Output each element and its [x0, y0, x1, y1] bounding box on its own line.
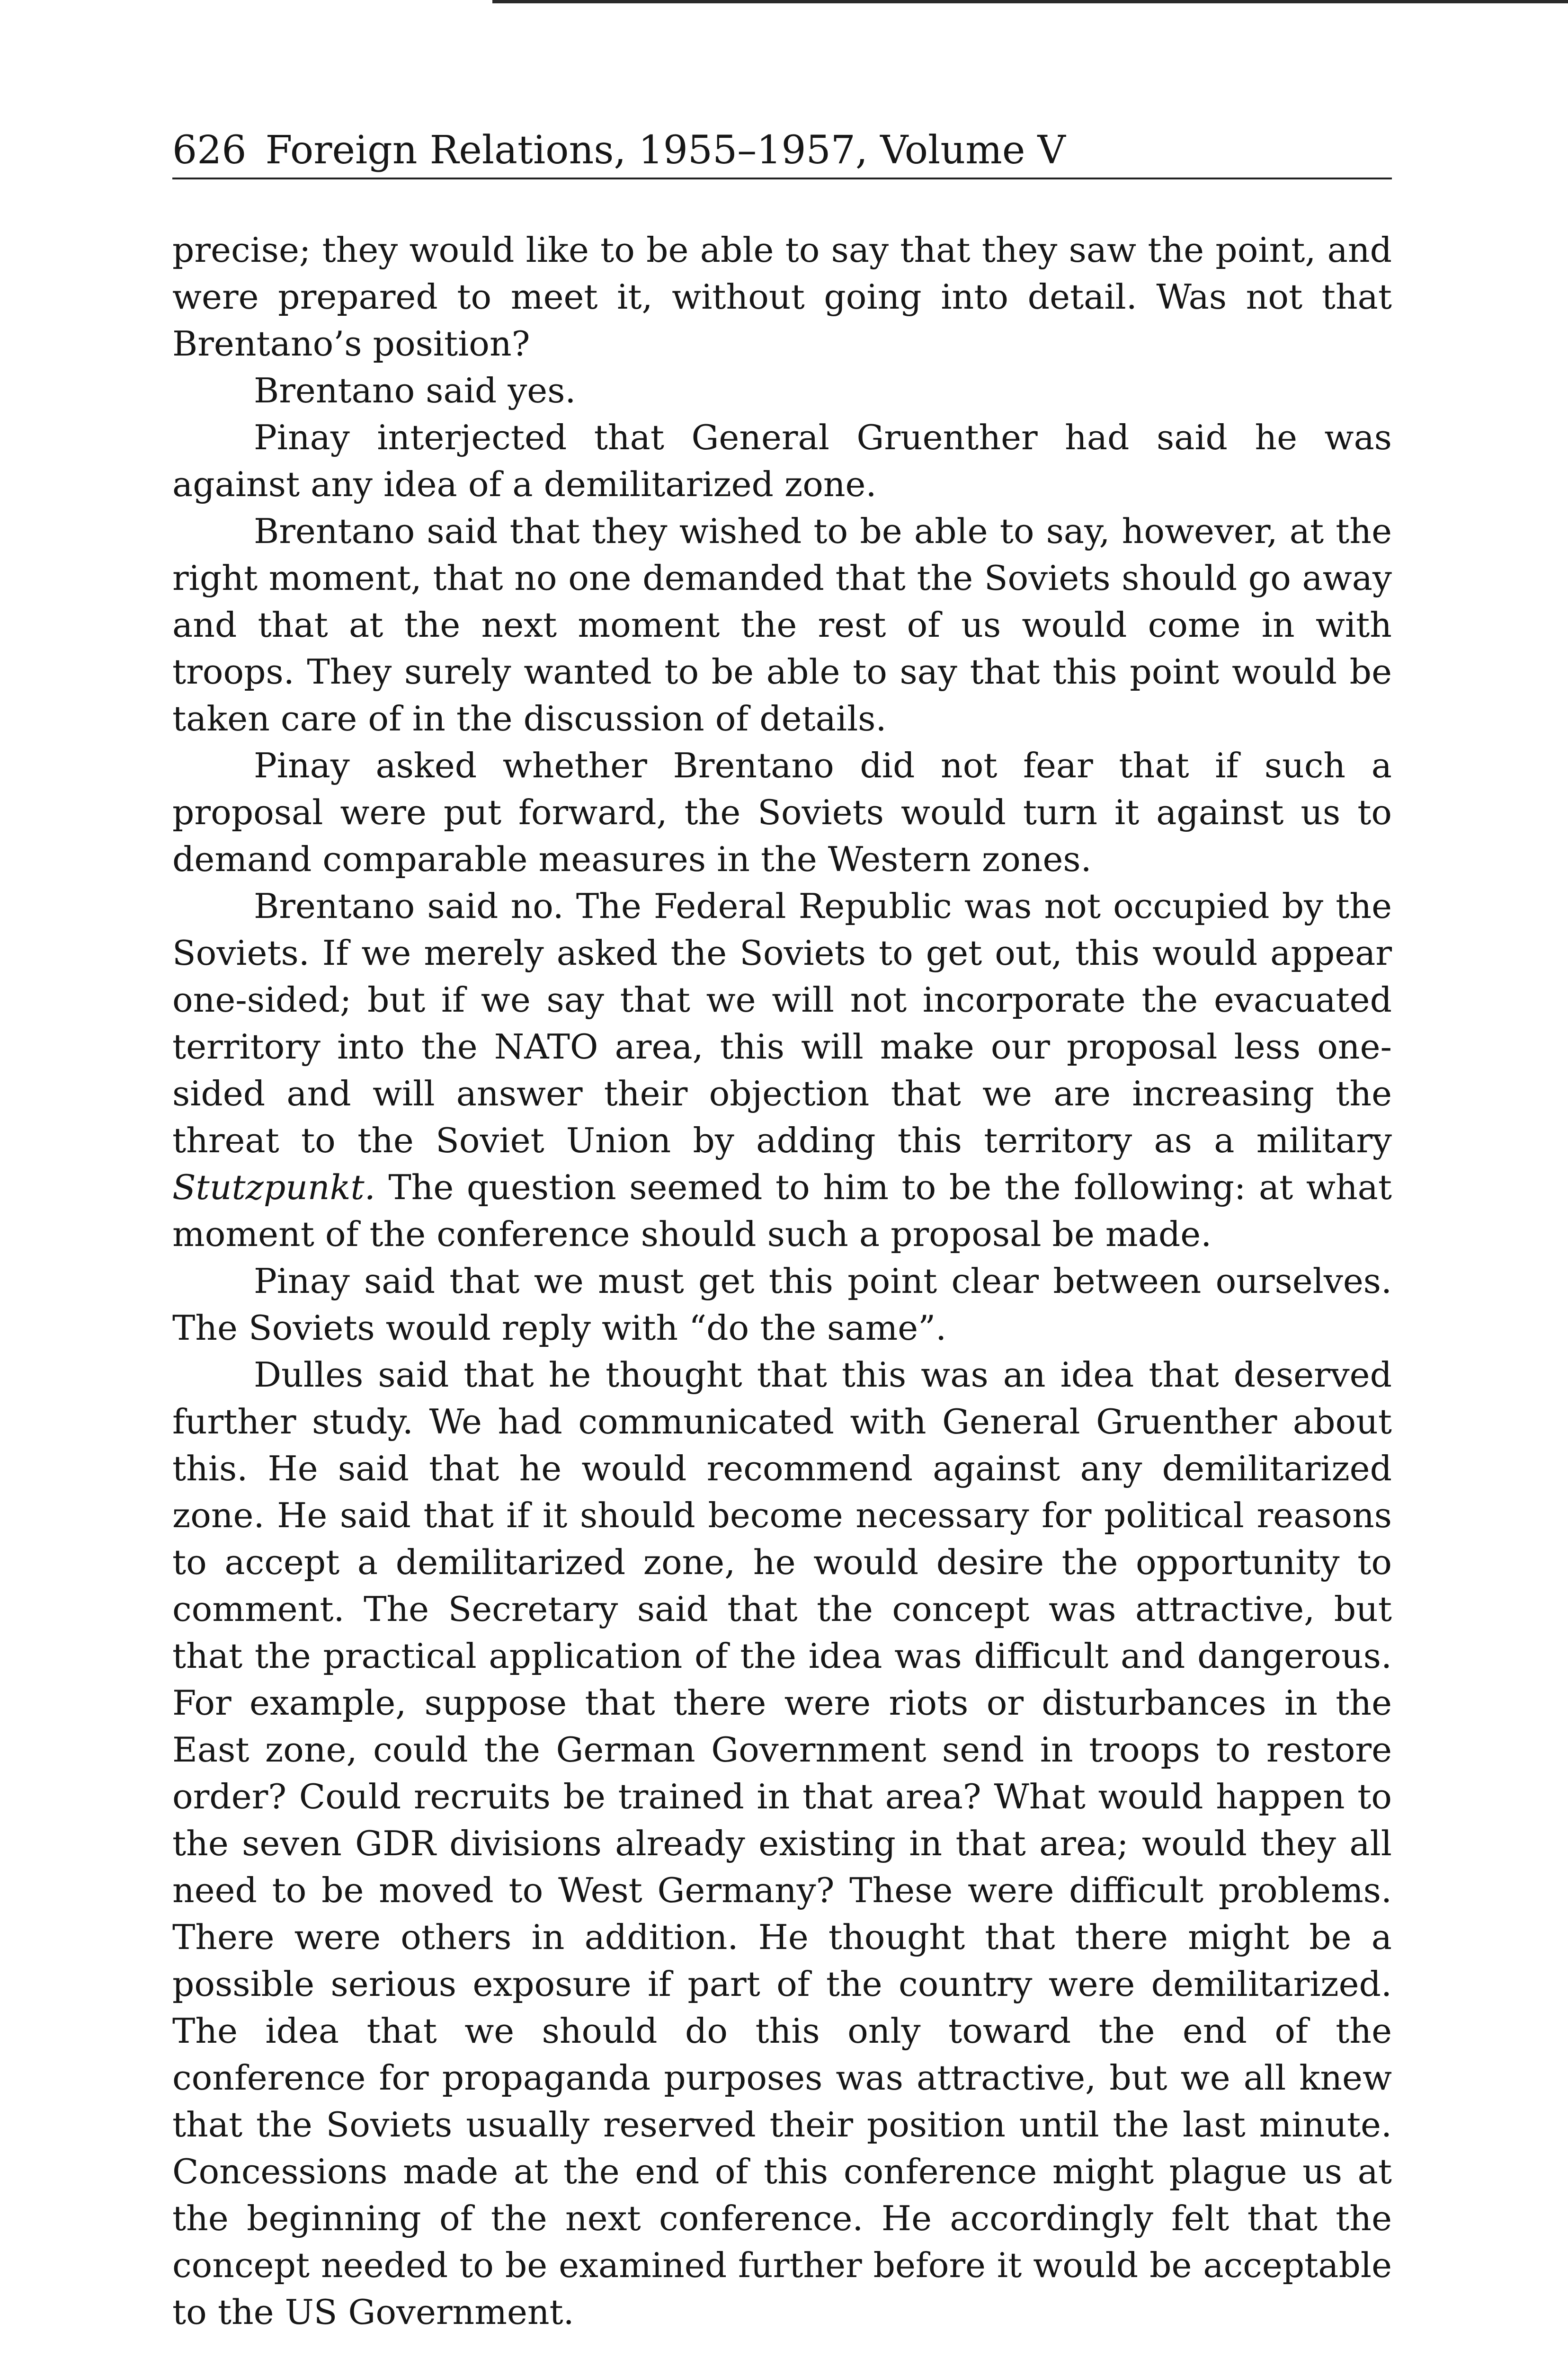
page-number: 626 [172, 128, 247, 173]
paragraph-1: precise; they would like to be able to say that they saw the point, and were prepared to meet it, without going into detail. Was not that Brentano’s position? [172, 231, 1392, 364]
running-head-title: Foreign Relations, 1955–1957, Volume V [265, 128, 1066, 173]
paragraph-8: Dulles said that he thought that this was an idea that deserved further study. We had communicated with General Gruenther about this. He said that he would recommend against any demilitarized zone. He said that if it should become necessary for political reasons to accept a demilitarized zone, he would desire the opportunity to comment. The Secretary said that the concept was attractive, but that the practical application of the idea was difficult and dangerous. For example, suppose that there were riots or disturbances in the East zone, could the German Government send in troops to restore order? Could recruits be trained in that area? What would happen to the seven GDR divisions already existing in that area; would they all need to be moved to West Germany? These were difficult problems. There were others in addition. He thought that there might be a possible serious exposure if part of the country were demilitarized. The idea that we should do this only toward the end of the conference for propaganda purposes was attractive, but we all knew that the Soviets usually reserved their position until the last minute. Concessions made at the end of this conference might plague us at the beginning of the next conference. He accordingly felt that the concept needed to be examined further before it would be acceptable to the US Government. [172, 1355, 1392, 2332]
running-head-rule [172, 178, 1392, 179]
top-edge-rule [492, 0, 1568, 3]
paragraph-6-text-after: The question seemed to him to be the following: at what moment of the conference should such a proposal be made. [172, 1168, 1392, 1255]
paragraph-3: Pinay interjected that General Gruenther had said he was against any idea of a demilitarized zone. [172, 418, 1392, 505]
paragraph-4: Brentano said that they wished to be able to say, however, at the right moment, that no one demanded that the Soviets should go away and that at the next moment the rest of us would come in with troops. They surely wanted to be able to say that this point would be taken care of in the discussion of details. [172, 512, 1392, 739]
running-head [172, 127, 1392, 174]
paragraph-6 [172, 883, 1392, 1258]
paragraph-2: Brentano said yes. [254, 371, 576, 411]
paragraph-7: Pinay said that we must get this point clear between ourselves. The Soviets would reply with “do the same”. [172, 1262, 1392, 1348]
paragraph-5: Pinay asked whether Brentano did not fear that if such a proposal were put forward, the Soviets would turn it against us to demand comparable measures in the Western zones. [172, 746, 1392, 880]
body-text [172, 227, 1392, 2336]
paragraph-6-text-before: Brentano said no. The Federal Republic was not occupied by the Soviets. If we merely asked the Soviets to get out, this would appear one-sided; but if we say that we will not incorporate the evacuated territory into the NATO area, this will make our proposal less one-sided and will answer their objection that we are increasing the threat to the Soviet Union by adding this territory as a military [172, 887, 1392, 1161]
paragraph-6-italic-term: Stutzpunkt. [172, 1168, 375, 1208]
